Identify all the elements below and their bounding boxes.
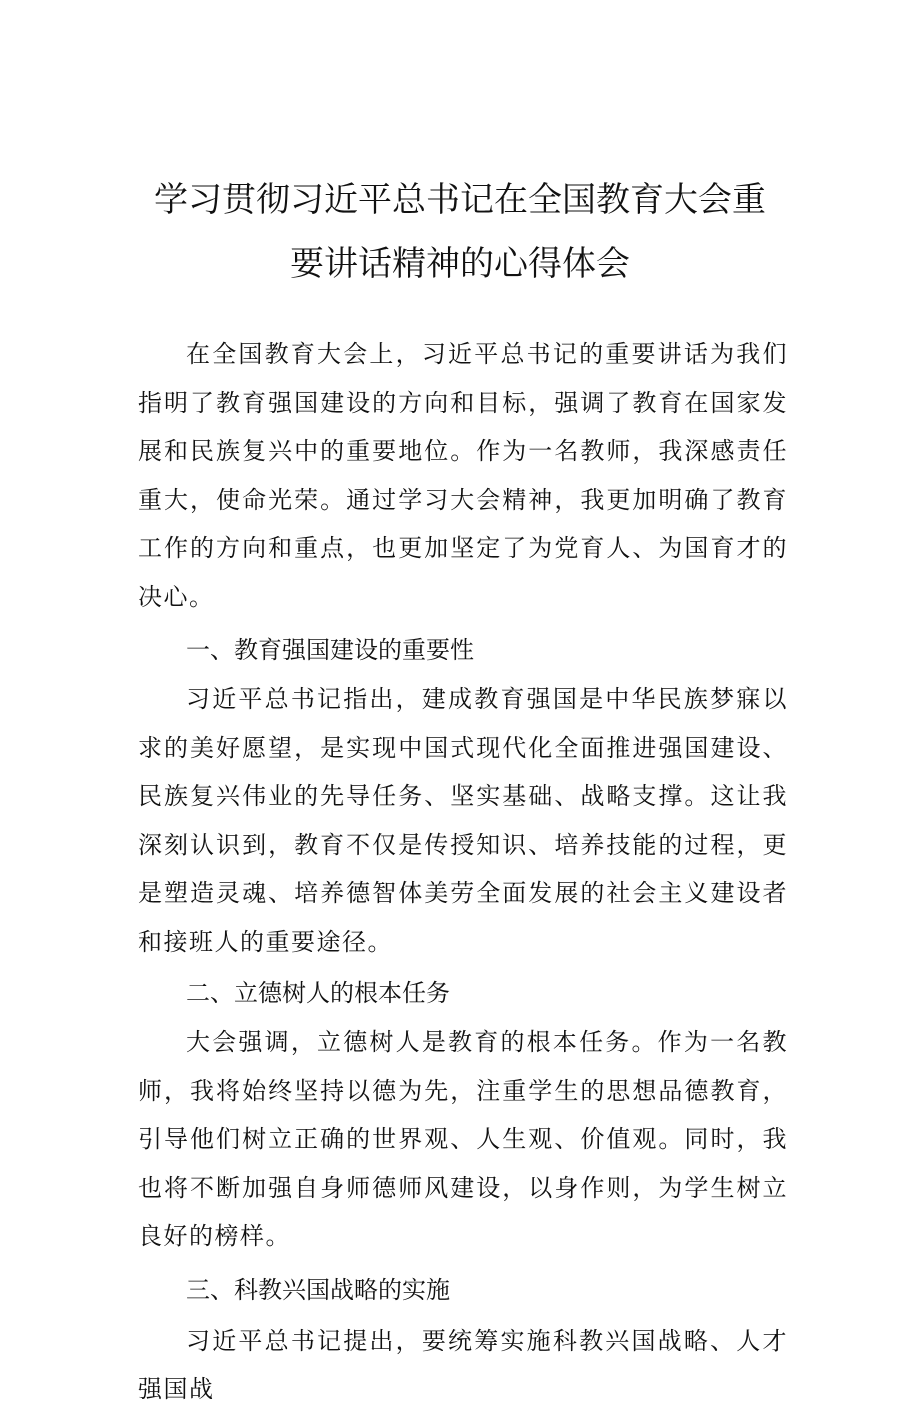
document-body <box>138 330 788 1414</box>
title-line-1: 学习贯彻习近平总书记在全国教育大会重 <box>154 180 766 220</box>
section-2-paragraph: 大会强调，立德树人是教育的根本任务。作为一名教师，我将始终坚持以德为先，注重学生的思想品德教育，引导他们树立正确的世界观、人生观、价值观。同时，我也将不断加强自身师德师风建设，以身作则，为学生树立良好的榜样。 <box>138 1028 788 1250</box>
section-2-heading: 二、立德树人的根本任务 <box>186 979 450 1007</box>
title-line-2: 要讲话精神的心得体会 <box>290 244 630 284</box>
document-title <box>130 168 790 296</box>
section-1-paragraph: 习近平总书记指出，建成教育强国是中华民族梦寐以求的美好愿望，是实现中国式现代化全面推进强国建设、民族复兴伟业的先导任务、坚实基础、战略支撑。这让我深刻认识到，教育不仅是传授知识、培养技能的过程，更是塑造灵魂、培养德智体美劳全面发展的社会主义建设者和接班人的重要途径。 <box>138 685 788 956</box>
section-1-heading: 一、教育强国建设的重要性 <box>186 636 474 664</box>
section-3-paragraph: 习近平总书记提出，要统筹实施科教兴国战略、人才强国战 <box>138 1326 788 1403</box>
section-3-heading: 三、科教兴国战略的实施 <box>186 1275 450 1304</box>
intro-paragraph: 在全国教育大会上，习近平总书记的重要讲话为我们指明了教育强国建设的方向和目标，强调了教育在国家发展和民族复兴中的重要地位。作为一名教师，我深感责任重大，使命光荣。通过学习大会精神，我更加明确了教育工作的方向和重点，也更加坚定了为党育人、为国育才的决心。 <box>138 340 788 611</box>
